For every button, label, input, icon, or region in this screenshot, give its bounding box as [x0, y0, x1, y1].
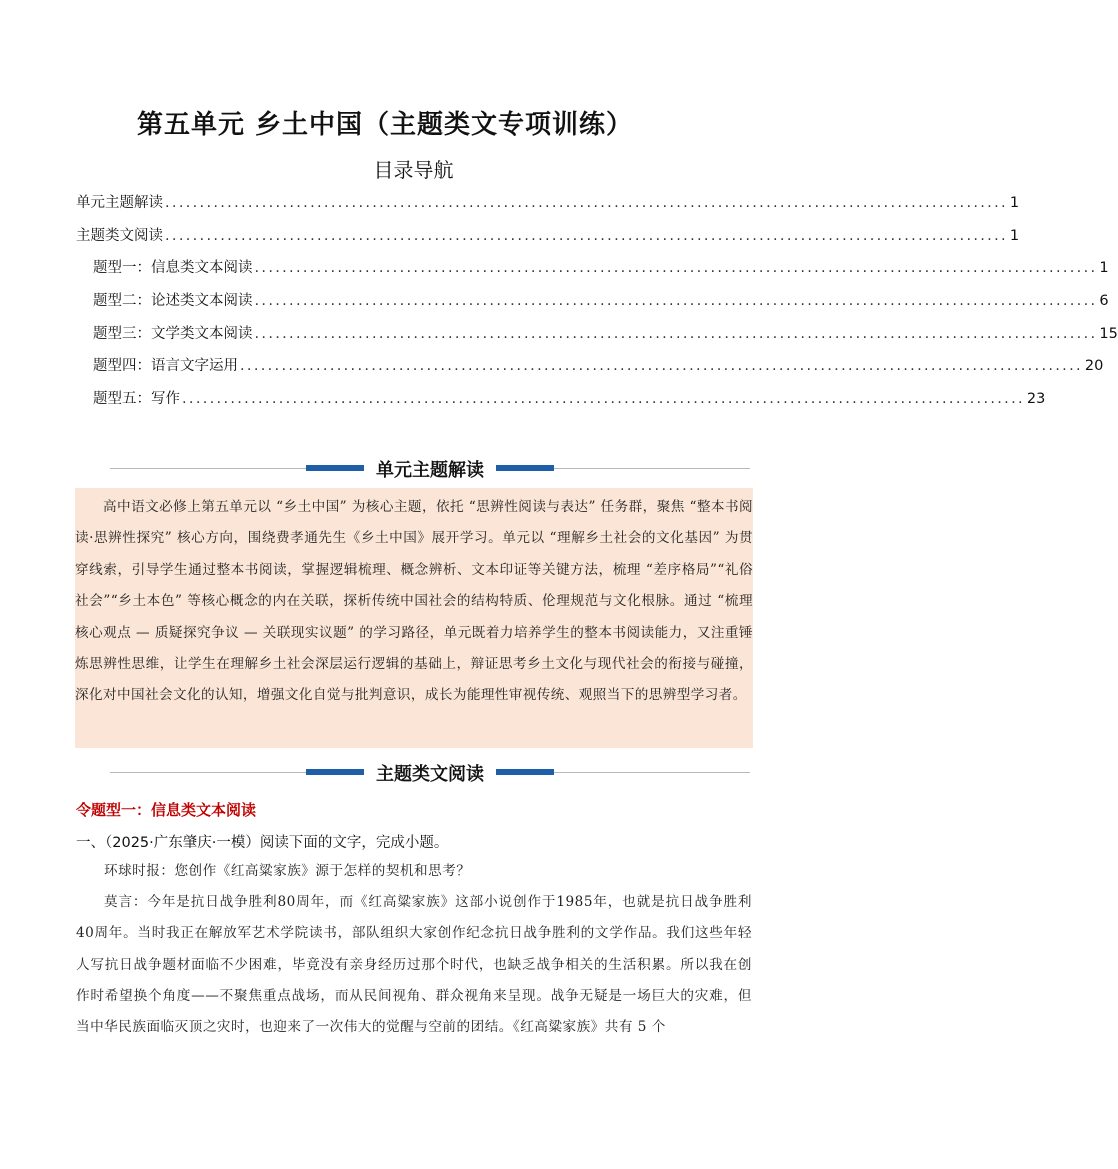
toc-entry-label: 主题类文阅读: [76, 227, 163, 244]
divider-accent-left: [306, 465, 364, 471]
toc-entry[interactable]: [76, 190, 1020, 223]
question-intro: 一、（2025·广东肇庆·一模）阅读下面的文字，完成小题。: [76, 835, 449, 851]
reading-paragraph: 环球时报：您创作《红高粱家族》源于怎样的契机和思考？: [104, 863, 471, 879]
section-heading-theme-reading: 主题类文阅读: [364, 760, 496, 786]
toc-entry-page: 23: [1026, 391, 1046, 408]
toc-entry[interactable]: [76, 353, 1104, 386]
divider-accent-right: [496, 465, 554, 471]
toc-leader-dots: ..........................................................................................................................: [254, 325, 1098, 342]
toc-leader-dots: ..........................................................................................................................: [165, 195, 1008, 211]
toc-entry-page: 1: [1009, 227, 1020, 244]
toc-leader-dots: ..........................................................................................................................: [254, 260, 1098, 277]
section-heading-unit-theme: 单元主题解读: [364, 456, 496, 482]
reading-paragraph: 莫言：今年是抗日战争胜利80周年，而《红高粱家族》这部小说创作于1985年，也就是抗日战争胜利40周年。当时我正在解放军艺术学院读书，部队组织大家创作纪念抗日战争胜利的文学作品。我们这些年轻人写抗日战争题材面临不少困难，毕竟没有亲身经历过那个时代，也缺乏战争相关的生活积累。所以我在创作时希望换个角度——不聚焦重点战场，而从民间视角、群众视角来呈现。战争无疑是一场巨大的灾难，但当中华民族面临灭顶之灾时，也迎来了一次伟大的觉醒与空前的团结。《红高粱家族》共有 5 个: [76, 894, 752, 1036]
reading-passage: [76, 856, 752, 1043]
toc-entry-label: 题型三：文学类文本阅读: [93, 325, 253, 342]
divider-accent-left: [306, 769, 364, 775]
unit-intro-text: 高中语文必修上第五单元以 “乡土中国” 为核心主题，依托 “思辨性阅读与表达” 任务群，聚焦 “整本书阅读·思辨性探究” 核心方向，围绕费孝通先生《乡土中国》展开学习。单元以 “理解乡土社会的文化基因” 为贯穿线索，引导学生通过整本书阅读，掌握逻辑梳理、概念辨析、文本印证等关键方法，梳理 “差序格局”“礼俗社会”“乡土本色” 等核心概念的内在关联，探析传统中国社会的结构特质、伦理规范与文化根脉。通过 “梳理核心观点 — 质疑探究争议 — 关联现实议题” 的学习路径，单元既着力培养学生的整本书阅读能力，又注重锤炼思辨性思维，让学生在理解乡土社会深层运行逻辑的基础上，辩证思考乡土文化与现代社会的衔接与碰撞，深化对中国社会文化的认知，增强文化自觉与批判意识，成长为能理性审视传统、观照当下的思辨型学习者。: [75, 499, 753, 704]
toc-heading: 目录导航: [373, 158, 454, 182]
divider-accent-right: [496, 769, 554, 775]
toc-entry[interactable]: [76, 223, 1020, 256]
table-of-contents: [76, 190, 1118, 419]
toc-entry-page: 1: [1009, 195, 1020, 211]
toc-entry-label: 题型二：论述类文本阅读: [93, 293, 253, 310]
section-divider-unit-theme: [110, 458, 750, 480]
toc-entry-label: 单元主题解读: [76, 195, 163, 211]
toc-entry[interactable]: [76, 255, 1109, 288]
toc-leader-dots: ..........................................................................................................................: [254, 293, 1098, 310]
toc-entry-page: 15: [1099, 325, 1118, 342]
toc-leader-dots: ..........................................................................................................................: [182, 391, 1025, 408]
toc-entry[interactable]: [76, 321, 1118, 354]
toc-entry-page: 20: [1084, 358, 1104, 375]
toc-entry-page: 1: [1099, 260, 1109, 277]
toc-entry-label: 题型一：信息类文本阅读: [93, 260, 253, 277]
toc-entry-label: 题型四：语言文字运用: [93, 358, 238, 375]
toc-entry[interactable]: [76, 386, 1046, 419]
section-divider-theme-reading: [110, 762, 750, 784]
unit-intro-box: [75, 488, 753, 748]
toc-leader-dots: ..........................................................................................................................: [240, 358, 1083, 375]
question-type-heading: 令题型一：信息类文本阅读: [76, 801, 257, 819]
toc-leader-dots: ..........................................................................................................................: [165, 227, 1008, 244]
toc-entry-label: 题型五：写作: [93, 391, 180, 408]
toc-entry[interactable]: [76, 288, 1109, 321]
toc-entry-page: 6: [1099, 293, 1109, 310]
document-title: 第五单元 乡土中国（主题类文专项训练）: [136, 110, 634, 140]
